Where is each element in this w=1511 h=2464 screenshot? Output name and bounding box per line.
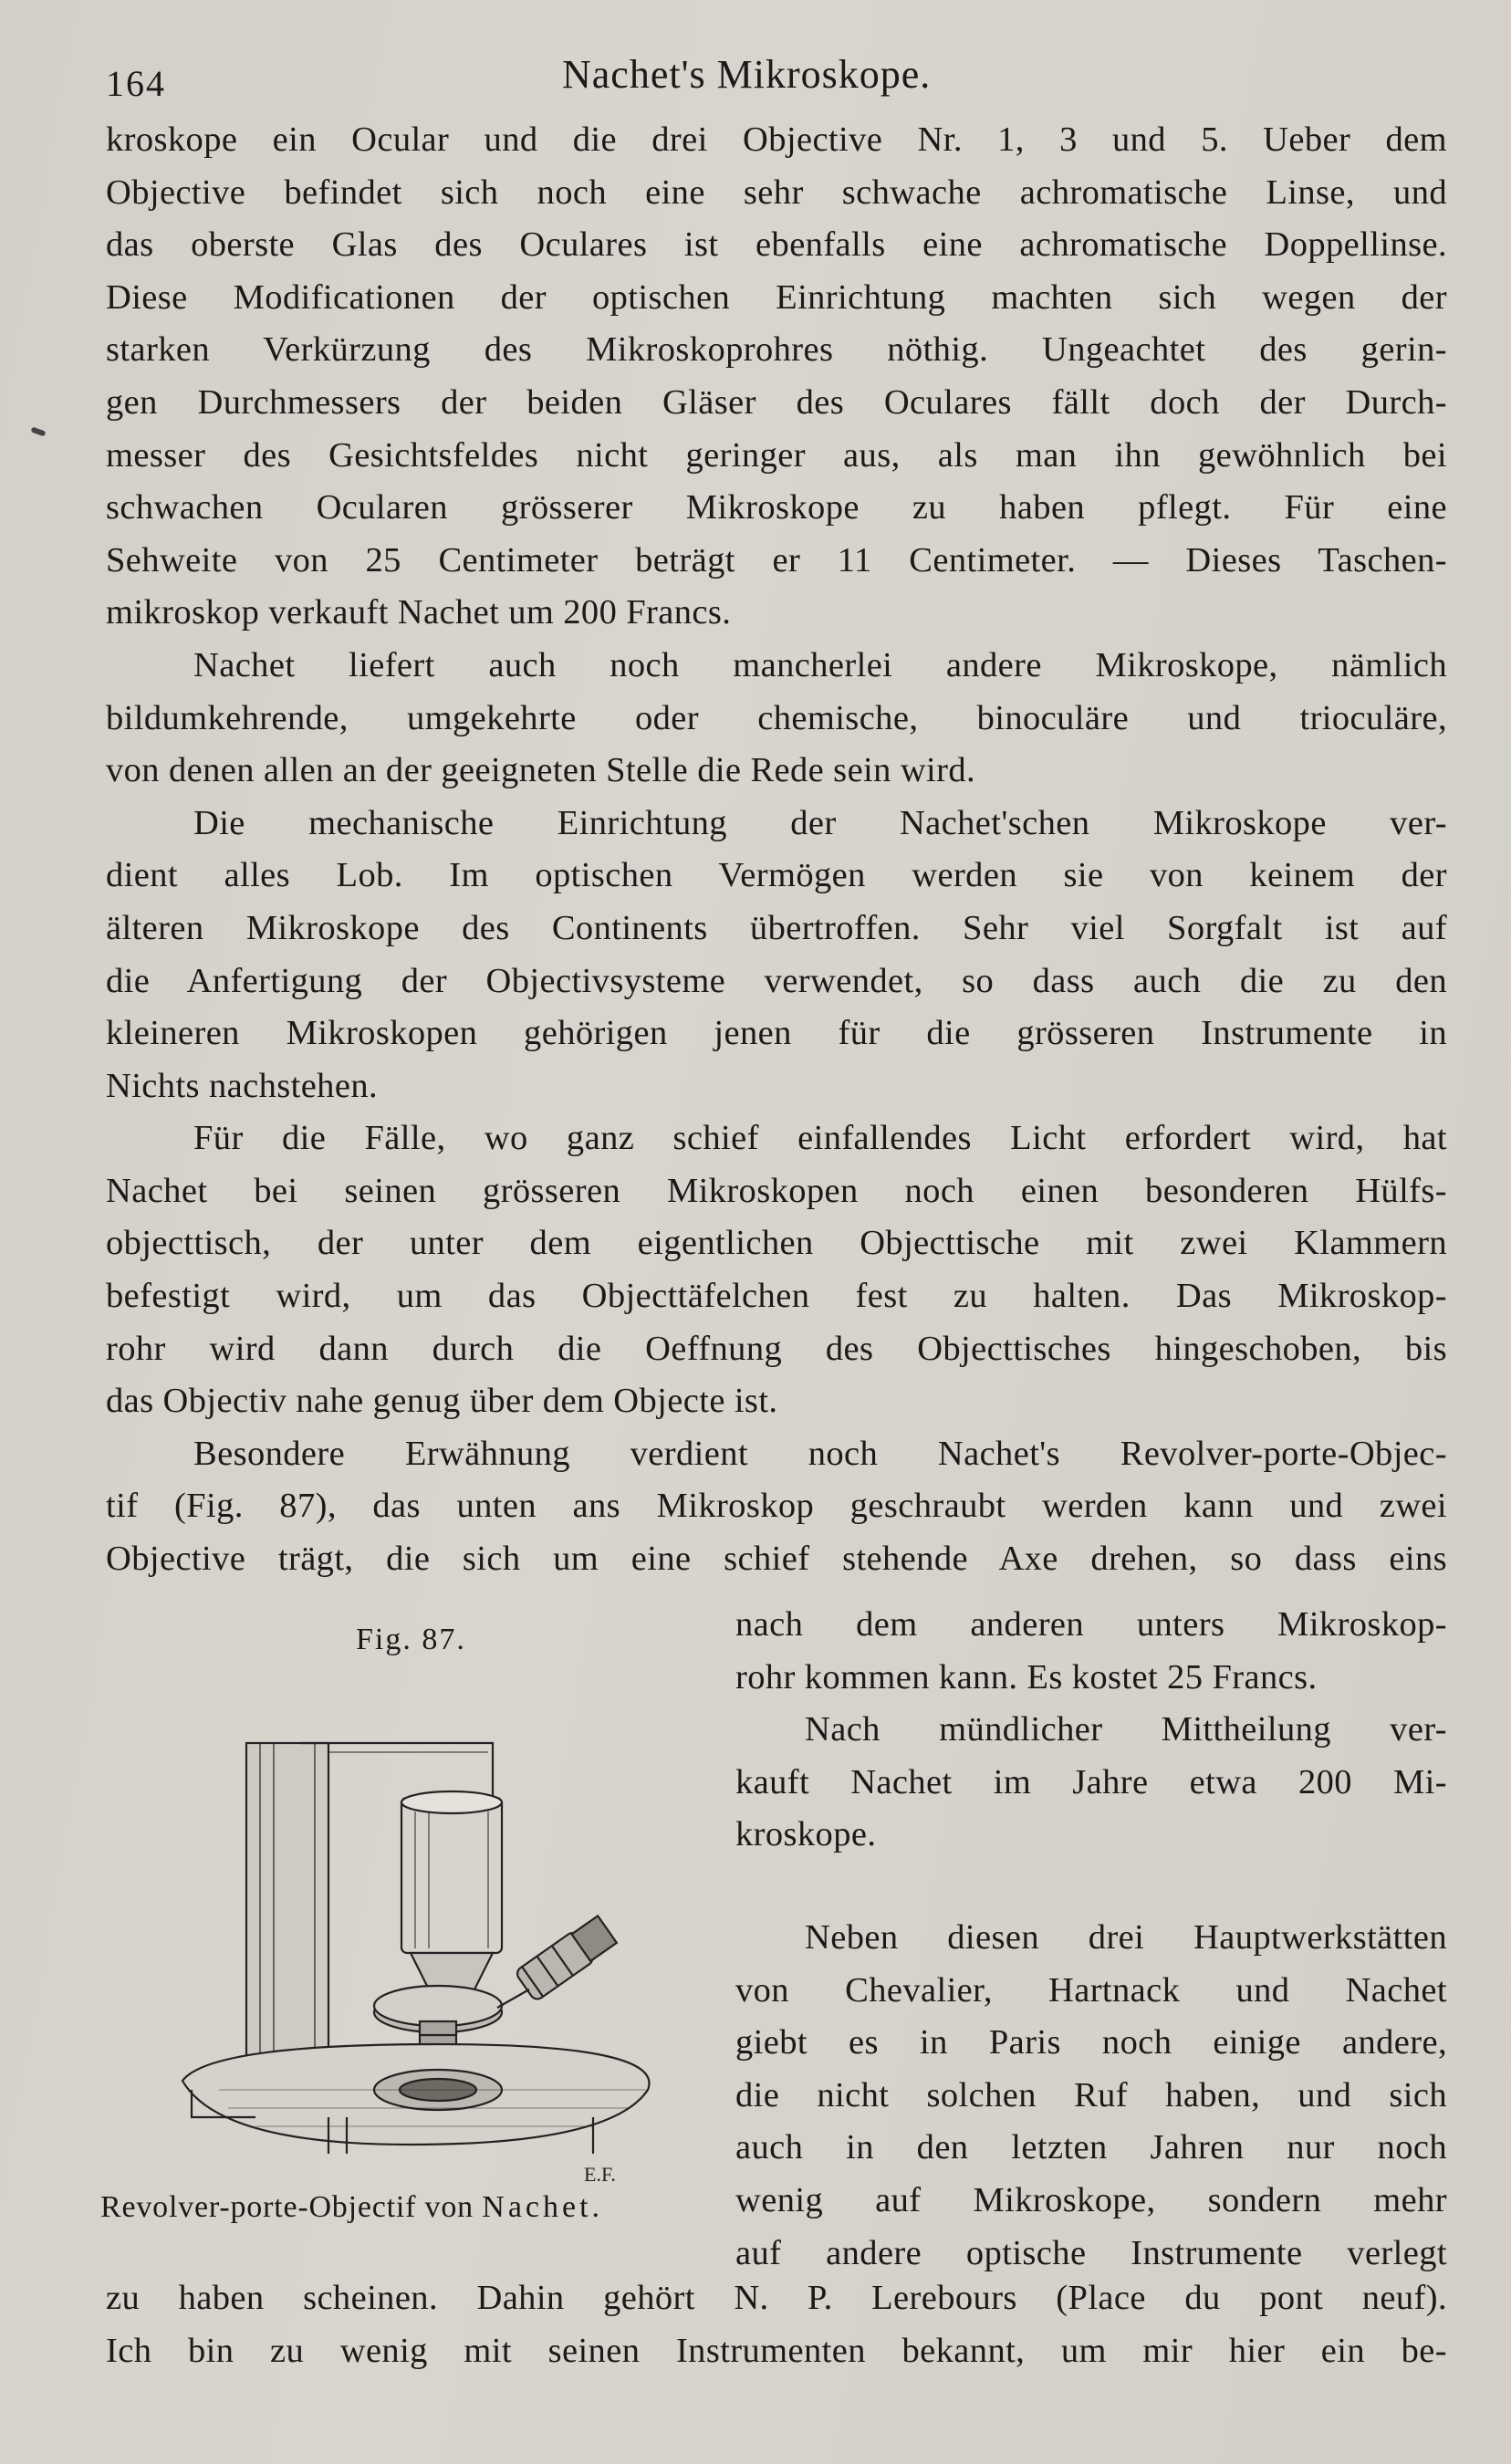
text-line: objecttisch, der unter dem eigentlichen Objecttische mit zwei Klammern (106, 1224, 1447, 1263)
text-line: mikroskop verkauft Nachet um 200 Francs. (106, 593, 732, 632)
text-line: älteren Mikroskope des Continents übertroffen. Sehr viel Sorgfalt ist auf (106, 908, 1447, 947)
text-line: Neben diesen drei Hauptwerkstätten (805, 1918, 1447, 1957)
text-line: auch in den letzten Jahren nur noch (735, 2128, 1447, 2167)
text-line: die nicht solchen Ruf haben, und sich (735, 2075, 1447, 2114)
text-line: messer des Gesichtsfeldes nicht geringer aus, als man ihn gewöhnlich bei (106, 435, 1447, 475)
text-line: das oberste Glas des Oculares ist ebenfalls eine achromatische Doppellinse. (106, 225, 1447, 265)
text-line: Objective befindet sich noch eine sehr schwache achromatische Linse, und (106, 172, 1447, 212)
text-line: schwachen Ocularen grösserer Mikroskope zu haben pflegt. Für eine (106, 488, 1447, 527)
pillar (246, 1743, 328, 2090)
figure-label: Fig. 87. (356, 1623, 466, 1656)
text-line: Objective trägt, die sich um eine schief stehende Axe drehen, so dass eins (106, 1540, 1447, 1579)
text-line: dient alles Lob. Im optischen Vermögen werden sie von keinem der (106, 856, 1447, 895)
text-line: starken Verkürzung des Mikroskoprohres nöthig. Ungeachtet des gerin- (106, 330, 1447, 370)
right-column (735, 1599, 1447, 1862)
text-line: auf andere optische Instrumente verlegt (735, 2233, 1447, 2272)
text-line: kroskope ein Ocular und die drei Objective Nr. 1, 3 und 5. Ueber dem (106, 120, 1447, 159)
text-line: giebt es in Paris noch einige andere, (735, 2023, 1447, 2062)
text-line: Ich bin zu wenig mit seinen Instrumenten bekannt, um mir hier ein be- (106, 2331, 1447, 2370)
bottom-text (106, 2272, 1447, 2377)
text-line: Nichts nachstehen. (106, 1066, 378, 1105)
text-line: Besondere Erwähnung verdient noch Nachet's Revolver-porte-Objec- (193, 1434, 1447, 1473)
page-header (106, 51, 1456, 106)
text-line: Diese Modificationen der optischen Einrichtung machten sich wegen der (106, 277, 1447, 317)
text-line: Sehweite von 25 Centimeter beträgt er 11 Centimeter. — Dieses Taschen- (106, 540, 1447, 579)
text-line: von denen allen an der geeigneten Stelle die Rede sein wird. (106, 751, 976, 790)
figure-87 (100, 1606, 721, 2263)
text-line: die Anfertigung der Objectivsysteme verwendet, so dass auch die zu den (106, 961, 1447, 1000)
text-line: von Chevalier, Hartnack und Nachet (735, 1970, 1447, 2010)
text-line: Die mechanische Einrichtung der Nachet'schen Mikroskope ver- (193, 803, 1447, 842)
text-line: Nachet bei seinen grösseren Mikroskopen noch einen besonderen Hülfs- (106, 1171, 1447, 1210)
text-line: kauft Nachet im Jahre etwa 200 Mi- (735, 1762, 1447, 1801)
text-line: befestigt wird, um das Objecttäfelchen fest zu halten. Das Mikroskop- (106, 1277, 1447, 1316)
text-line: gen Durchmessers der beiden Gläser des Oculares fällt doch der Durch- (106, 382, 1447, 422)
margin-mark (30, 426, 46, 436)
figure-caption (100, 2190, 739, 2225)
text-line: Für die Fälle, wo ganz schief einfallendes Licht erfordert wird, hat (193, 1119, 1447, 1158)
text-line: Nachet liefert auch noch mancherlei andere Mikroskope, nämlich (193, 645, 1447, 684)
text-line: zu haben scheinen. Dahin gehört N. P. Lerebours (Place du pont neuf). (106, 2279, 1447, 2317)
caption-name: Nachet. (482, 2190, 604, 2224)
text-line: wenig auf Mikroskope, sondern mehr (735, 2180, 1447, 2219)
engraver-mark: E.F. (584, 2163, 616, 2186)
microscope-illustration (137, 1661, 684, 2190)
text-line: das Objectiv nahe genug über dem Objecte ist. (106, 1382, 778, 1421)
running-title: Nachet's Mikroskope. (562, 52, 932, 97)
text-line: rohr wird dann durch die Oeffnung des Objecttisches hingeschoben, bis (106, 1329, 1447, 1368)
text-line: rohr kommen kann. Es kostet 25 Francs. (735, 1657, 1318, 1697)
text-line: tif (Fig. 87), das unten ans Mikroskop geschraubt werden kann und zwei (106, 1487, 1447, 1526)
caption-text: Revolver-porte-Objectif von (100, 2190, 474, 2224)
text-line: bildumkehrende, umgekehrte oder chemische, binoculäre und trioculäre, (106, 698, 1447, 737)
right-column-continued (735, 1912, 1447, 2280)
text-line: Nach mündlicher Mittheilung ver- (805, 1710, 1447, 1749)
main-text (106, 114, 1447, 1586)
tube (401, 1798, 502, 1953)
text-line: kleineren Mikroskopen gehörigen jenen für die grösseren Instrumente in (106, 1014, 1447, 1053)
page-number: 164 (106, 63, 166, 104)
text-line: kroskope. (735, 1815, 877, 1854)
text-line: nach dem anderen unters Mikroskop- (735, 1605, 1447, 1644)
